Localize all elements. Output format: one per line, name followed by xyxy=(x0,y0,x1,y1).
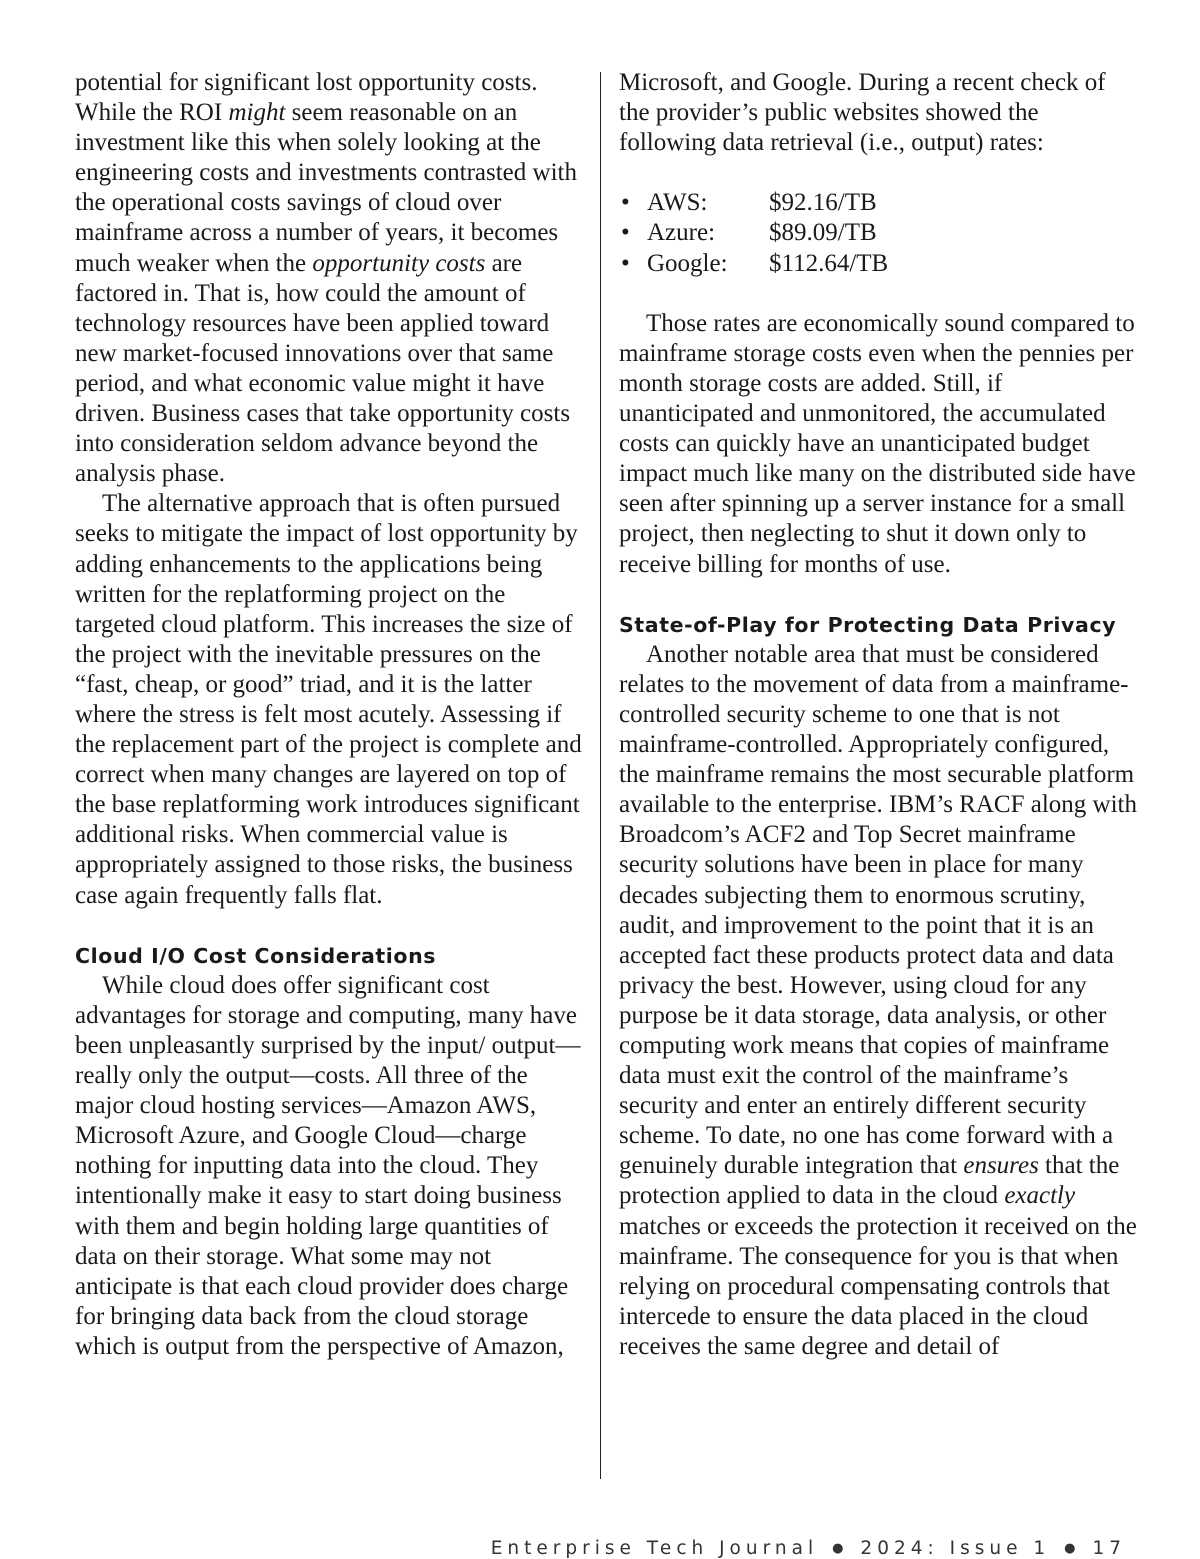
bullet-icon: • xyxy=(621,189,630,217)
paragraph: Another notable area that must be considered relates to the movement of data from a mainframe-controlled security scheme to one that is not mainframe-controlled. Appropriately configured, the mainframe remains the most securable platform available to the enterprise. IBM’s RACF along with Broadcom’s ACF2 and Top Secret mainframe security solutions have been in place for many decades subjecting them to enormous scrutiny, audit, and improvement to the point that it is an accepted fact these products protect data and data privacy the best. However, using cloud for any purpose be it data storage, data analysis, or other computing work means that copies of mainframe data must exit the control of the mainframe’s security and enter an entirely different security scheme. To date, no one has come forward with a genuinely durable integration that ensures that the protection applied to data in the cloud exactly matches or exceeds the protection it received on the mainframe. The consequence for you is that when relying on procedural compensating controls that intercede to ensure the data placed in the cloud receives the same degree and detail of xyxy=(619,640,1137,1360)
list-item: • Google: $112.64/TB xyxy=(619,249,1139,279)
list-item: • AWS: $92.16/TB xyxy=(619,188,1139,218)
issue-label: 2024: Issue 1 xyxy=(860,1538,1051,1559)
paragraph: potential for significant lost opportunity costs. While the ROI might seem reasonable on an investment like this when solely looking at the engineering costs and investments contrasted with the operational costs savings of cloud over mainframe across a number of years, it becomes much weaker when the opportunity costs are factored in. That is, how could the amount of technology resources have been applied toward new market-focused innovations over that same period, and what economic value might it have driven. Business cases that take opportunity costs into consideration seldom advance beyond the analysis phase. xyxy=(75,69,577,488)
paragraph: The alternative approach that is often pursued seeks to mitigate the impact of lost opportunity by adding enhancements to the applications being written for the replatforming project on the targeted cloud platform. This increases the size of the project with the inevitable pressures on the “fast, cheap, or good” triad, and it is the latter where the stress is felt most acutely. Assessing if the replacement part of the project is complete and correct when many changes are layered on top of the base replatforming work introduces significant additional risks. When commercial value is appropriately assigned to those risks, the business case again frequently falls flat. xyxy=(75,490,582,909)
bullet-icon: ● xyxy=(1064,1541,1081,1556)
bullet-icon: • xyxy=(621,249,630,277)
left-column xyxy=(75,68,587,1362)
publication-name: Enterprise Tech Journal xyxy=(490,1538,819,1559)
rates-list xyxy=(619,188,1139,278)
section-heading: Cloud I/O Cost Considerations xyxy=(75,943,437,968)
paragraph: While cloud does offer significant cost advantages for storage and computing, many have been unpleasantly surprised by the input/ output—really only the output—costs. All three of the major cloud hosting services—Amazon AWS, Microsoft Azure, and Google Cloud—charge nothing for inputting data into the cloud. They intentionally make it easy to start doing business with them and begin holding large quantities of data on their storage. What some may not anticipate is that each cloud provider does charge for bringing data back from the cloud storage which is output from the perspective of Amazon, xyxy=(75,971,581,1360)
section-heading: State-of-Play for Protecting Data Privacy xyxy=(619,612,1117,637)
page-footer xyxy=(491,1538,1126,1559)
right-column xyxy=(619,68,1139,1362)
page-number: 17 xyxy=(1092,1538,1126,1559)
column-divider xyxy=(600,72,601,1479)
list-item: • Azure: $89.09/TB xyxy=(619,218,1139,248)
paragraph: Microsoft, and Google. During a recent check of the provider’s public websites showed the following data retrieval (i.e., output) rates: xyxy=(619,69,1106,157)
bullet-icon: ● xyxy=(832,1541,849,1556)
paragraph: Those rates are economically sound compared to mainframe storage costs even when the pennies per month storage costs are added. Still, if unanticipated and unmonitored, the accumulated costs can quickly have an unanticipated budget impact much like many on the distributed side have seen after spinning up a server instance for a small project, then neglecting to shut it down only to receive billing for months of use. xyxy=(619,309,1136,578)
bullet-icon: • xyxy=(621,219,630,247)
